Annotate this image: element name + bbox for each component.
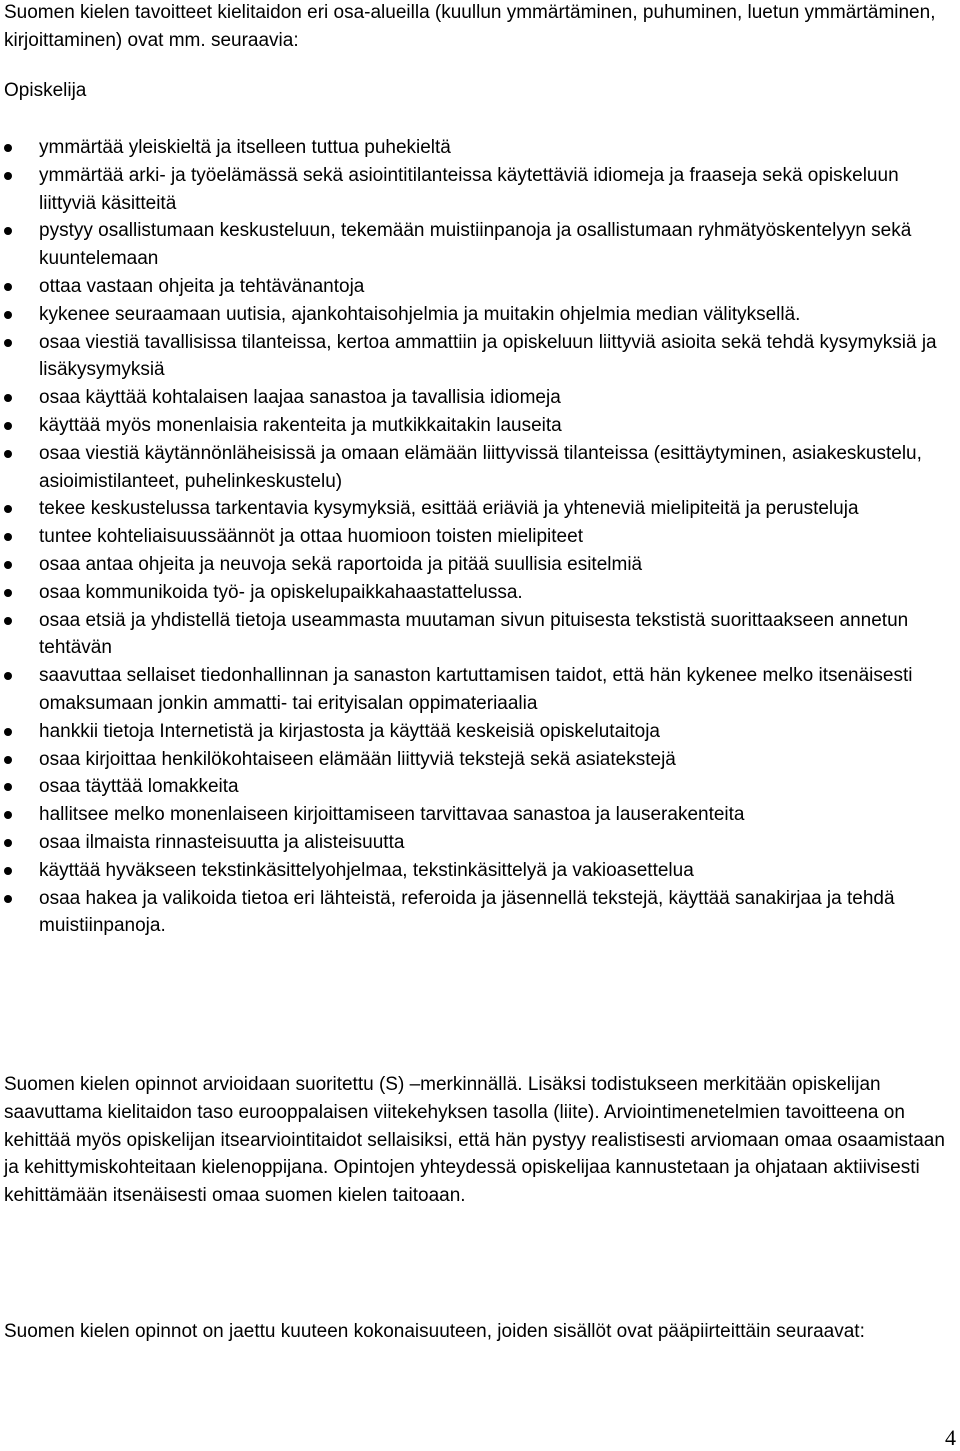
- list-item-text: osaa hakea ja valikoida tietoa eri lähteistä, referoida ja jäsennellä tekstejä, käyttää sanakirjaa ja tehdä muistiinpanoja.: [39, 887, 895, 937]
- bullet-icon: [4, 311, 12, 319]
- bullet-icon: [4, 672, 12, 680]
- list-item: [0, 273, 955, 301]
- list-item: [0, 718, 955, 746]
- list-item-text: osaa viestiä tavallisissa tilanteissa, kertoa ammattiin ja opiskeluun liittyviä asioita sekä tehdä kysymyksiä ja lisäkysymyksiä: [39, 331, 937, 381]
- list-item: [0, 301, 955, 329]
- list-item: [0, 607, 955, 663]
- bullet-icon: [4, 589, 12, 597]
- list-item-text: tuntee kohteliaisuussäännöt ja ottaa huomioon toisten mielipiteet: [39, 526, 583, 548]
- list-item: [0, 162, 955, 218]
- list-item: [0, 885, 955, 941]
- list-item-text: hankkii tietoja Internetistä ja kirjastosta ja käyttää keskeisiä opiskelutaitoja: [39, 720, 660, 742]
- bullet-icon: [4, 144, 12, 152]
- list-item-text: käyttää hyväkseen tekstinkäsittelyohjelmaa, tekstinkäsittelyä ja vakioasettelua: [39, 859, 694, 881]
- bullet-icon: [4, 283, 12, 291]
- bullet-icon: [4, 756, 12, 764]
- list-item-text: tekee keskustelussa tarkentavia kysymyksiä, esittää eriäviä ja yhteneviä mielipiteitä ja perusteluja: [39, 498, 859, 520]
- bullet-icon: [4, 450, 12, 458]
- list-item: [0, 579, 955, 607]
- list-item-text: pystyy osallistumaan keskusteluun, tekemään muistiinpanoja ja osallistumaan ryhmätyöskentelyyn sekä kuuntelemaan: [39, 220, 912, 270]
- bullet-icon: [4, 867, 12, 875]
- bullet-icon: [4, 172, 12, 180]
- list-item: [0, 412, 955, 440]
- bullet-icon: [4, 533, 12, 541]
- list-item: [0, 773, 955, 801]
- list-item-text: käyttää myös monenlaisia rakenteita ja mutkikkaitakin lauseita: [39, 414, 562, 436]
- list-item: [0, 134, 955, 162]
- subject-label: Opiskelija: [4, 80, 87, 101]
- list-item: [0, 217, 955, 273]
- list-item: [0, 384, 955, 412]
- list-item-text: ottaa vastaan ohjeita ja tehtävänantoja: [39, 275, 365, 297]
- list-item-text: kykenee seuraamaan uutisia, ajankohtaisohjelmia ja muitakin ohjelmia median välityksellä.: [39, 303, 801, 325]
- bullet-icon: [4, 895, 12, 903]
- bullet-icon: [4, 783, 12, 791]
- list-item-text: osaa täyttää lomakkeita: [39, 776, 239, 798]
- list-item: [0, 551, 955, 579]
- assessment-paragraph: Suomen kielen opinnot arvioidaan suoritettu (S) –merkinnällä. Lisäksi todistukseen merkitään opiskelijan saavuttama kielitaidon taso eurooppalaisen viitekehyksen tasolla (liite). Arviointimenetelmien tavoitteena on kehittää myös opiskelijan itsearviointitaidot sellaisiksi, että hän pystyy realistisesti arviomaan omaa osaamistaan ja kehittymiskohteitaan kielenoppijana. Opintojen yhteydessä opiskelijaa kannustetaan ja ohjataan aktiivisesti kehittämään itsenäisesti omaa suomen kielen taitoaan.: [4, 1074, 945, 1207]
- list-item-text: osaa kommunikoida työ- ja opiskelupaikkahaastattelussa.: [39, 581, 523, 603]
- bullet-icon: [4, 839, 12, 847]
- bullet-icon: [4, 811, 12, 819]
- bullet-icon: [4, 561, 12, 569]
- list-item: [0, 495, 955, 523]
- list-item-text: osaa antaa ohjeita ja neuvoja sekä raportoida ja pitää suullisia esitelmiä: [39, 553, 643, 575]
- list-item-text: ymmärtää yleiskieltä ja itselleen tuttua puhekieltä: [39, 137, 451, 158]
- modules-paragraph: Suomen kielen opinnot on jaettu kuuteen kokonaisuuteen, joiden sisällöt ovat pääpiirteittäin seuraavat:: [4, 1321, 865, 1342]
- bullet-icon: [4, 728, 12, 736]
- list-item: [0, 329, 955, 385]
- bullet-icon: [4, 227, 12, 235]
- intro-paragraph: Suomen kielen tavoitteet kielitaidon eri osa-alueilla (kuullun ymmärtäminen, puhuminen, luetun ymmärtäminen, kirjoittaminen) ovat mm. seuraavia:: [4, 2, 936, 51]
- list-item-text: hallitsee melko monenlaiseen kirjoittamiseen tarvittavaa sanastoa ja lauserakenteita: [39, 804, 745, 826]
- list-item-text: osaa etsiä ja yhdistellä tietoja useammasta muutaman sivun pituisesta tekstistä suorittaakseen annetun tehtävän: [39, 609, 909, 659]
- list-item: [0, 746, 955, 774]
- list-item-text: osaa viestiä käytännönläheisissä ja omaan elämään liittyvissä tilanteissa (esittäytyminen, asiakeskustelu, asioimistilanteet, puhelinkeskustelu): [39, 442, 922, 492]
- list-item-text: ymmärtää arki- ja työelämässä sekä asiointitilanteissa käytettäviä idiomeja ja fraaseja sekä opiskeluun liittyviä käsitteitä: [39, 164, 899, 214]
- list-item: [0, 440, 955, 496]
- bullet-icon: [4, 422, 12, 430]
- list-item: [0, 662, 955, 718]
- bullet-icon: [4, 394, 12, 402]
- list-item-text: saavuttaa sellaiset tiedonhallinnan ja sanaston kartuttamisen taidot, että hän kykenee melko itsenäisesti omaksumaan jonkin ammatti- tai erityisalan oppimateriaalia: [39, 665, 913, 714]
- list-item: [0, 829, 955, 857]
- bullet-icon: [4, 505, 12, 513]
- list-item-text: osaa kirjoittaa henkilökohtaiseen elämään liittyviä tekstejä sekä asiatekstejä: [39, 748, 676, 770]
- learning-outcomes-list: [0, 134, 955, 940]
- list-item-text: osaa käyttää kohtalaisen laajaa sanastoa ja tavallisia idiomeja: [39, 387, 561, 409]
- list-item: [0, 523, 955, 551]
- bullet-icon: [4, 339, 12, 347]
- list-item-text: osaa ilmaista rinnasteisuutta ja alisteisuutta: [39, 831, 405, 853]
- list-item: [0, 857, 955, 885]
- bullet-icon: [4, 617, 12, 625]
- list-item: [0, 801, 955, 829]
- page-number: 4: [945, 1425, 956, 1450]
